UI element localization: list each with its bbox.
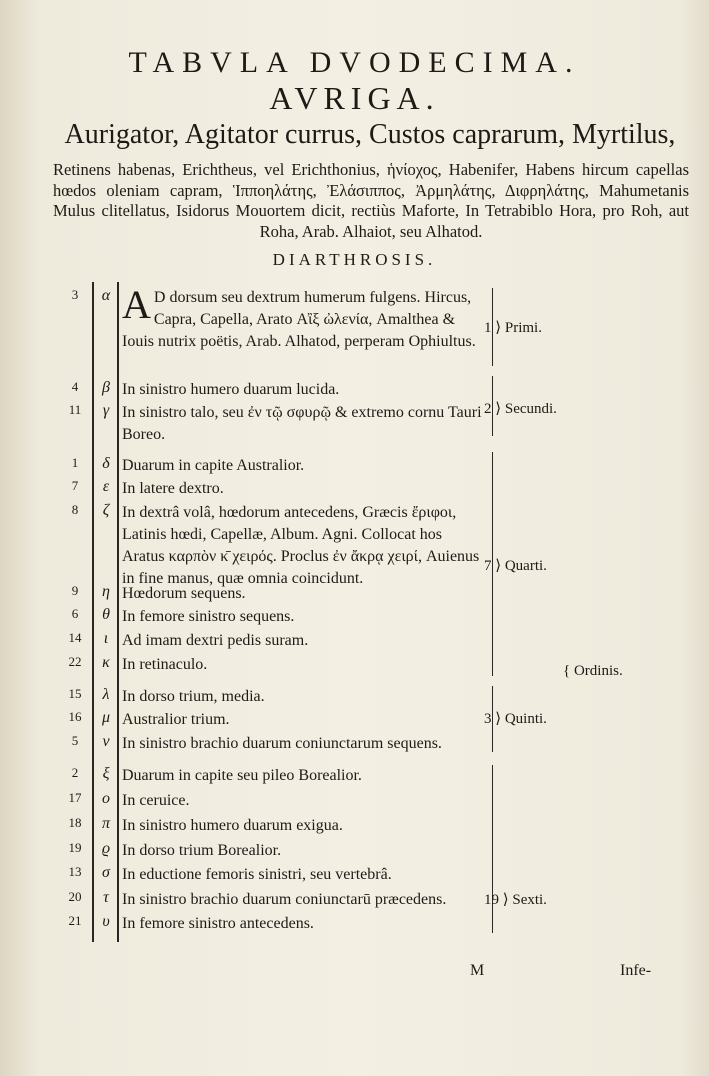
star-description: In sinistro humero duarum exigua. (122, 817, 343, 834)
star-letter: γ (102, 402, 110, 419)
star-letter: η (102, 583, 110, 600)
magnitude-group: 1 ⟩ Primi. (484, 320, 542, 336)
star-letter: ι (103, 630, 109, 647)
drop-cap: A (122, 282, 151, 327)
star-number: 9 (71, 583, 79, 598)
star-number: 7 (71, 478, 79, 493)
star-number: 15 (68, 686, 82, 701)
star-letter: λ (102, 686, 110, 703)
star-number: 22 (68, 654, 82, 669)
star-letter: ϱ (101, 840, 111, 857)
star-number: 14 (68, 630, 82, 645)
star-description: In dextrâ volâ, hœdorum antecedens, Græcis ἔριφοι, Latinis hœdi, Capellæ, Album. Agni. Collocat hos Aratus καρπὸν κ̄ χειρός. Proclus ἐν ἄκρᾳ χειρί, Auienus in fine manus, quæ omnia coincidunt. (122, 504, 480, 587)
magnitude-group: 7 ⟩ Quarti. (484, 558, 547, 574)
star-letter: β (102, 379, 110, 396)
star-letter: ο (102, 790, 110, 807)
star-number: 19 (68, 840, 82, 855)
star-number: 3 (71, 287, 79, 302)
names-paragraph: Retinens habenas, Erichtheus, vel Erichthonius, ἡνίοχος, Habenifer, Habens hircum capellas hœdos oleniam capram, Ἱπποηλάτης, Ἐλάσιππος, Ἀρμηλάτης, Διφρηλάτης, Mahumetanis Mulus clitellatus, Isidorus Mouortem dicit, rectiùs Maforte, In Tetrabiblo Hora, pro Roh, aut Roha, Arab. Alhaiot, seu Alhatod. (53, 160, 689, 241)
star-description: In femore sinistro sequens. (122, 608, 295, 625)
star-number: 1 (71, 455, 79, 470)
star-letter: κ (102, 654, 110, 671)
star-number: 16 (68, 709, 82, 724)
star-description: In eductione femoris sinistri, seu vertebrâ. (122, 866, 392, 883)
constellation-name: AVRIGA. (269, 80, 440, 116)
star-number: 13 (68, 864, 82, 879)
magnitude-group: 3 ⟩ Quinti. (484, 711, 547, 727)
star-description: In latere dextro. (122, 480, 224, 497)
magnitude-group: 2 ⟩ Secundi. (484, 401, 557, 417)
star-letter: ν (102, 733, 110, 750)
catchword: Infe- (620, 962, 652, 979)
star-letter: π (101, 815, 110, 832)
star-description: In sinistro talo, seu ἐν τῷ σφυρῷ & extremo cornu Tauri Boreo. (122, 404, 482, 443)
star-letter: υ (102, 913, 110, 930)
star-description: In sinistro brachio duarum coniunctarū præcedens. (122, 891, 447, 908)
star-description: Hœdorum sequens. (122, 585, 246, 602)
star-description: Duarum in capite Australior. (122, 457, 305, 474)
star-description: In sinistro brachio duarum coniunctarum sequens. (122, 735, 442, 752)
star-number: 4 (71, 379, 79, 394)
star-description-text: D dorsum seu dextrum humerum fulgens. Hircus, Capra, Capella, Arato Αἲξ ὠλενία, Amalthea & Iouis nutrix poëtis, Arab. Alhatod, perperam Ophiultus. (122, 289, 476, 350)
names-first-line: Aurigator, Agitator currus, Custos caprarum, Myrtilus, (64, 119, 676, 150)
star-letter: ζ (102, 502, 110, 519)
star-number: 21 (68, 913, 82, 928)
star-letter: μ (101, 709, 111, 726)
star-description: In sinistro humero duarum lucida. (122, 381, 340, 398)
star-letter: α (101, 287, 111, 304)
ordinis-label: { Ordinis. (563, 663, 623, 679)
star-letter: θ (102, 606, 110, 623)
star-description: In dorso trium Borealior. (122, 842, 282, 859)
section-heading: DIARTHROSIS. (272, 250, 437, 269)
star-description: Ad imam dextri pedis suram. (122, 632, 309, 649)
star-letter: σ (102, 864, 110, 881)
star-number: 17 (68, 790, 82, 805)
star-description: In retinaculo. (122, 656, 208, 673)
column-rule-right (117, 282, 119, 942)
star-description: Australior trium. (122, 711, 230, 728)
star-description: Duarum in capite seu pileo Borealior. (122, 767, 362, 784)
star-description (122, 282, 482, 353)
star-description: In femore sinistro antecedens. (122, 915, 314, 932)
star-number: 20 (68, 889, 82, 904)
star-number: 6 (71, 606, 79, 621)
star-number: 2 (71, 765, 79, 780)
star-description: In dorso trium, media. (122, 688, 265, 705)
star-letter: δ (102, 455, 110, 472)
column-rule-left (92, 282, 94, 942)
star-number: 11 (68, 402, 82, 417)
star-number: 8 (71, 502, 79, 517)
star-number: 5 (71, 733, 79, 748)
magnitude-group: 19 ⟩ Sexti. (484, 892, 547, 908)
star-letter: τ (103, 889, 109, 906)
page-title: TABVLA DVODECIMA. (128, 46, 581, 79)
star-letter: ε (102, 478, 110, 495)
signature-mark: M (470, 962, 485, 979)
star-number: 18 (68, 815, 82, 830)
star-letter: ξ (102, 765, 110, 782)
star-description: In ceruice. (122, 792, 190, 809)
